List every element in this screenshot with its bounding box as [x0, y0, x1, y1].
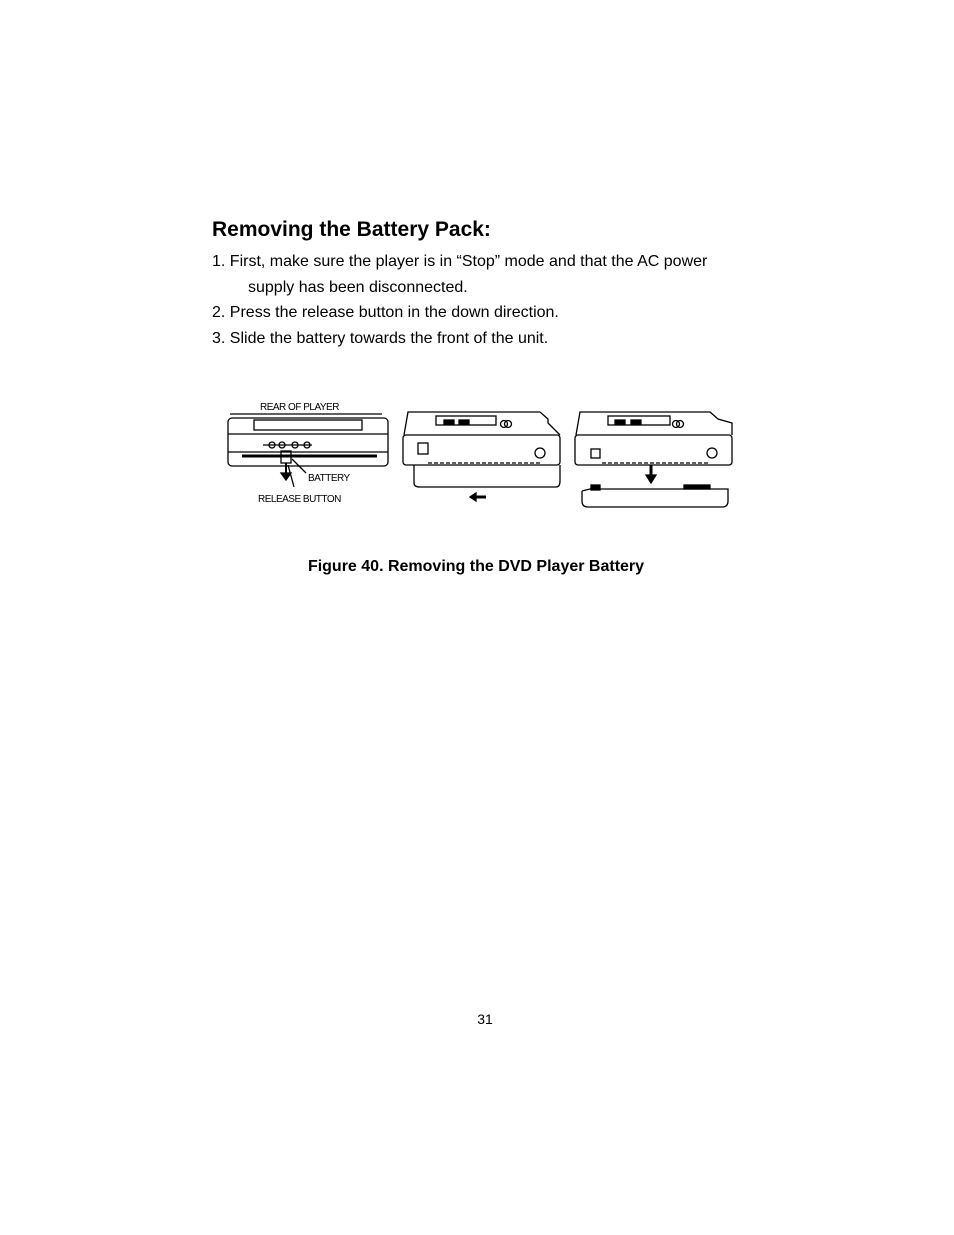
step-1 — [212, 249, 772, 300]
battery-removal-illustration — [222, 395, 738, 513]
release-button-label: RELEASE BUTTON — [258, 494, 341, 505]
figure-caption-text: Figure 40. Removing the DVD Player Battery — [307, 558, 645, 575]
figure-caption — [0, 558, 954, 576]
step-1-line-2: supply has been disconnected. — [248, 278, 468, 296]
battery-removed-diagram — [575, 412, 732, 507]
step-3: 3. Slide the battery towards the front of the unit. — [212, 329, 549, 347]
page-number: 31 — [477, 1011, 493, 1027]
rear-of-player-label: REAR OF PLAYER — [260, 402, 339, 413]
step-1-line-1: 1. First, make sure the player is in “Stop” mode and that the AC power — [212, 253, 708, 270]
slide-battery-diagram — [403, 412, 560, 501]
battery-removal-figure — [222, 395, 738, 513]
section-title: Removing the Battery Pack: — [212, 218, 491, 241]
step-2: 2. Press the release button in the down direction. — [212, 304, 559, 321]
instruction-list — [212, 249, 772, 351]
battery-label: BATTERY — [308, 473, 350, 484]
